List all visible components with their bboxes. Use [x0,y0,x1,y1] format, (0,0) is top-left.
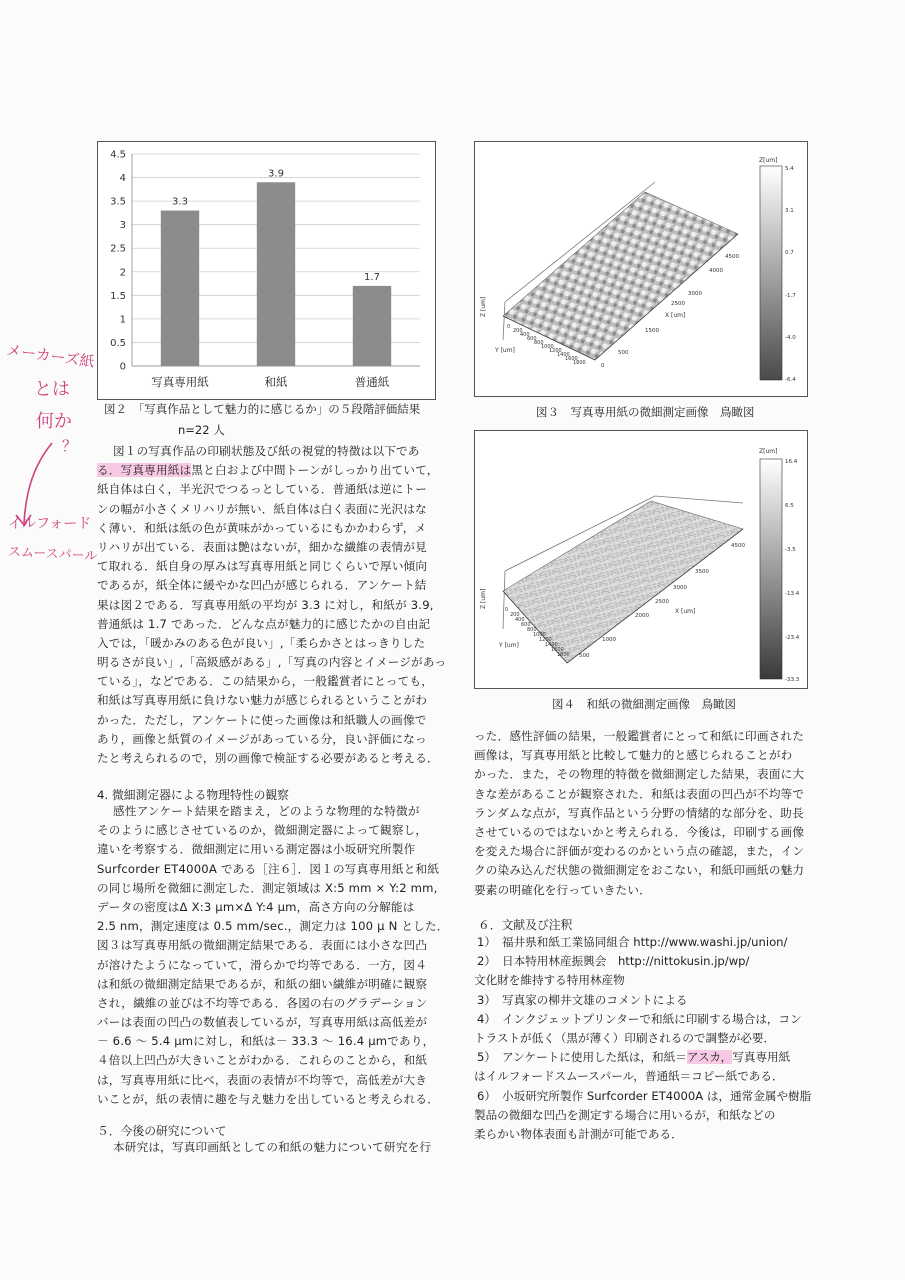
reference-item [474,1087,811,1145]
y-tick-label: 1.5 [110,290,126,302]
text-line [97,461,446,480]
annotation-line: とは [34,379,70,400]
scale-title: Z[um] [759,448,778,455]
y-tick: 1200 [549,348,562,354]
text-line: データの密度はΔ X:3 μm×Δ Y:4 μm，高さ方向の分解能は [97,899,415,914]
x-tick: 2500 [671,301,685,307]
text-line: かった．また，その物理的特徴を微細測定した結果，表面に大 [474,767,805,782]
y-tick: 1000 [533,632,546,638]
text-line: 図１の写真作品の印刷状態及び紙の視覚的特徴は以下であ [113,444,420,458]
color-scale-bar [760,166,782,380]
scale-tick: -23.4 [785,635,800,641]
y-tick: 1400 [545,642,558,648]
scale-tick: 0.7 [785,250,794,256]
y-tick-label: 3.5 [110,196,126,208]
x-tick: 500 [618,350,629,356]
scale-tick: -4.0 [785,335,796,341]
text-line: 明るさが良い」,「高級感がある」,「写真の内容とイメージがあっ [97,655,447,670]
reference-text: 文化財を維持する特用林産物 [474,973,625,988]
y-axis-label: Y [um] [499,642,519,649]
reference-list [474,933,811,1144]
text-line: いことが，紙の表情に趣を与え魅力を出していると考えられる． [97,1091,440,1106]
text-line: ４倍以上凹凸が大きいことがわかる．これらのことから，和紙 [97,1053,428,1068]
bar [353,286,391,366]
section-6-heading: ６．文献及び注釈 [478,918,573,932]
x-tick: 3000 [673,585,687,591]
section-5-heading: ５．今後の研究について [97,1124,227,1138]
y-tick: 800 [534,340,544,346]
scale-title: Z[um] [759,157,778,164]
text-line: く薄い．和紙は紙の色が黄味がかっているにもかかわらず，メ [97,520,427,535]
figure2-caption: 図２ 「写真作品として魅力的に感じるか」の５段階評価結果 [104,402,421,416]
x-axis-label: X [um] [675,608,696,615]
text-line: かった．ただし，アンケートに使った画像は和紙職人の画像で [97,712,427,727]
x-tick: 4500 [725,254,739,260]
y-tick-label: 0.5 [110,337,126,349]
y-tick: 1800 [557,652,570,658]
figure3-svg [475,142,807,396]
bar [161,211,199,366]
scale-tick: 16.4 [785,459,798,465]
y-tick: 0 [507,324,511,330]
y-tick-label: 4.5 [110,149,126,161]
bar [257,182,295,366]
scale-tick: 3.1 [785,208,794,214]
reference-text: 写真家の柳井文雄のコメントによる [502,992,688,1007]
reference-item [474,991,811,1010]
text-line: クの染み込んだ状態の微細測定をおこない，和紙印画紙の魅力 [474,863,805,878]
data-label: 3.3 [172,196,188,208]
text-line: 普通紙は 1.7 であった．どんな点が魅力的に感じたかの自由記 [97,616,431,631]
x-tick: 4500 [731,543,745,549]
reference-text: トラストが低く（黒が薄く）印刷されるので調整が必要． [474,1031,776,1046]
text-line: 和紙は写真専用紙に負けない魅力が感じられるということがわ [97,693,428,708]
text-line: 要素の明確化を行っていきたい． [474,882,651,897]
annotation-line: ？ [62,437,78,455]
section-4-heading: 4. 微細測定器による物理特性の観察 [97,788,289,802]
reference-number: 5） [477,1050,496,1065]
y-tick: 600 [527,336,537,342]
annotation-line: メーカーズ紙 [5,340,96,372]
text-line: 図３は写真専用紙の微細測定結果である．表面には小さな凹凸 [97,938,428,953]
y-tick: 0 [505,607,509,613]
reference-number: 3） [477,992,496,1007]
y-tick-label: 0 [119,361,126,373]
x-tick: 0 [601,363,605,369]
reference-text: 福井県和紙工業協同組合 http://www.washi.jp/union/ [502,935,788,949]
y-tick-label: 1 [119,314,126,326]
reference-item [474,1010,811,1048]
figure2-caption-n: n=22 人 [178,423,225,437]
figure3-image [474,141,808,397]
text-line: が溶けたようになっていて，滑らかで均等である．一方，図４ [97,957,427,972]
reference-text: 製品の微細な凹凸を測定する場合に用いるが，和紙などの [474,1107,776,1122]
scale-ticks [785,166,796,383]
y-tick-label: 2 [119,267,126,279]
annotation-line: イルフォード [8,516,92,532]
text-line: った．感性評価の結果，一般鑑賞者にとって和紙に印画された [474,729,804,743]
category-label: 写真専用紙 [151,375,209,389]
text-line: そのように感じさせているのか，微細測定器によって観察し， [97,823,428,838]
y-tick: 200 [513,328,523,334]
y-tick: 1000 [541,344,554,350]
reference-text: 柔らかい物体表面も計測が可能である． [474,1127,683,1142]
text-line: は，写真専用紙に比べ，表面の表情が不均等で，高低差が大き [97,1072,427,1087]
scale-tick: -6.4 [785,377,796,383]
annotation-line: 何か [36,411,72,432]
reference-text: 日本特用林産振興会 http://nittokusin.jp/wp/ [502,954,750,969]
reference-text: アンケートに使用した紙は，和紙＝アスカ，写真専用紙 [502,1050,791,1065]
left-paragraph-2 [97,802,449,1109]
color-scale-bar [760,459,782,679]
y-tick: 1400 [557,352,570,358]
figure4-caption: 図４ 和紙の微細測定画像 鳥瞰図 [552,697,736,711]
y-tick: 1600 [551,647,564,653]
data-label: 1.7 [364,271,380,283]
scale-tick: -13.4 [785,591,800,597]
text-line: 感性アンケート結果を踏まえ，どのような物理的な特徴が [113,804,420,818]
reference-number: 6） [477,1088,496,1103]
scale-tick: 6.5 [785,503,794,509]
text-line: 紙自体は白く，半光沢でつるっとしている．普通紙は逆にトー [97,482,427,497]
text-line: て取れる．紙自身の厚みは写真専用紙と同じくらいで厚い傾向 [97,559,428,574]
handwritten-annotation [4,335,104,595]
x-tick: 1500 [645,328,659,334]
scale-tick: 5.4 [785,166,794,172]
annotation-line: スムースパール [7,544,98,565]
surface-plot [503,192,738,360]
x-axis-label: X [um] [665,312,686,319]
text-line: 違いを考察する．微細測定に用いる測定器は小坂研究所製作 [97,842,416,857]
text-line: たと考えられるので，別の画像で検証する必要があると考える． [97,751,439,765]
x-tick: 1000 [602,637,616,643]
left-paragraph-3 [97,1138,431,1157]
reference-number: 2） [477,954,496,969]
data-label: 3.9 [268,168,284,180]
scale-tick: -33.3 [785,677,800,683]
text-line: は和紙の微細測定結果であるが，和紙の細い繊維が明確に観察 [97,976,428,991]
x-tick: 2500 [655,599,669,605]
text-line: させているのではないかと考えられる．今後は，印刷する画像 [474,824,805,839]
reference-item [474,1048,811,1086]
text-line: 本研究は，写真印画紙としての和紙の魅力について研究を行 [113,1140,432,1154]
text-line: 果は図２である．写真専用紙の平均が 3.3 に対し，和紙が 3.9, [97,597,434,612]
text-line: 2.5 nm，測定速度は 0.5 mm/sec.，測定力は 100 μ N とした． [97,919,449,934]
scale-ticks [785,459,800,683]
left-paragraph-1 [97,442,446,768]
y-tick: 600 [521,622,531,628]
text-line: を変えた場合に評価が変わるのかという点の確認，また，イン [474,844,805,859]
scale-tick: -3.5 [785,547,796,553]
reference-number: 4） [477,1011,496,1026]
reference-item [474,952,811,990]
z-axis-label: Z [um] [480,588,487,609]
y-tick: 200 [510,612,520,618]
y-tick: 1600 [565,356,578,362]
text-line: の同じ場所を微細に測定した．測定領域は X:5 mm × Y:2 mm, [97,880,438,895]
y-tick: 400 [515,617,525,623]
y-tick-label: 4 [119,173,126,185]
text-line: 画像は，写真専用紙と比較して魅力的と感じられることがわ [474,748,793,763]
reference-text: はイルフォードスムースパール，普通紙＝コピー紙である． [474,1069,784,1084]
reference-text: 小坂研究所製作 Surfcorder ET4000A は，通常金属や樹脂 [502,1088,812,1103]
highlighted-text: アスカ， [686,1050,733,1065]
text-line: であるが，紙全体に緩やかな凹凸が感じられる．アンケート結 [97,578,427,593]
z-axis-label: Z [um] [480,296,487,317]
text-line: ンの幅が小さくメリハリが無い．紙自体は白く表面に光沢はな [97,501,427,516]
y-tick-label: 2.5 [110,243,126,255]
text-line: Surfcorder ET4000A である［注６］．図１の写真専用紙と和紙 [97,861,440,876]
text-line: － 6.6 ～ 5.4 μmに対し，和紙は－ 33.3 ～ 16.4 μmであり， [97,1034,435,1049]
x-tick: 3000 [688,291,702,297]
right-paragraph-1 [474,727,804,900]
figure2-svg [98,142,435,399]
y-tick: 1200 [539,637,552,643]
figure4-image [474,430,808,689]
reference-text: インクジェットプリンターで和紙に印刷する場合は，コン [502,1011,802,1026]
y-tick: 1800 [573,360,586,366]
text-line: 入では，「暖かみのある色が良い」,「柔らかさとはっきりした [97,635,426,650]
y-tick: 800 [527,627,537,633]
text-line: きな差があることが観察された．和紙は表面の凹凸が不均等で [474,786,805,801]
figure4-svg [475,431,807,688]
text-line: ている」，などである．この結果から，一般鑑賞者にとっても， [97,674,433,689]
reference-number: 1） [477,935,496,949]
text-line: ランダムな点が，写真作品という分野の情緒的な部分を、助長 [474,805,804,820]
category-label: 和紙 [264,375,288,389]
x-tick: 4000 [709,268,723,274]
y-axis-label: Y [um] [495,347,515,354]
figure2-chart [97,141,436,400]
text-line-rest: 黒と白および中間トーンがしっかり出ていて， [191,463,439,478]
x-tick: 500 [579,653,590,659]
highlighted-text: る．写真専用紙は [97,463,192,478]
scale-tick: -1.7 [785,293,796,299]
text-line: バーは表面の凹凸の数値表しているが，写真専用紙は高低差が [97,1015,428,1030]
reference-item [474,933,811,952]
text-line: リハリが出ている．表面は艶はないが，細かな繊維の表情が見 [97,539,427,554]
text-line: あり，画像と紙質のイメージがあっている分，良い評価になっ [97,731,427,746]
x-tick: 3500 [695,569,709,575]
figure3-caption: 図３ 写真専用紙の微細測定画像 鳥瞰図 [536,405,755,419]
category-label: 普通紙 [354,375,390,389]
text-line: され，繊維の並びは不均等である．各図の右のグラデーション [97,995,428,1010]
y-tick-label: 3 [119,220,126,232]
x-tick: 2000 [635,613,649,619]
y-tick: 400 [520,332,530,338]
